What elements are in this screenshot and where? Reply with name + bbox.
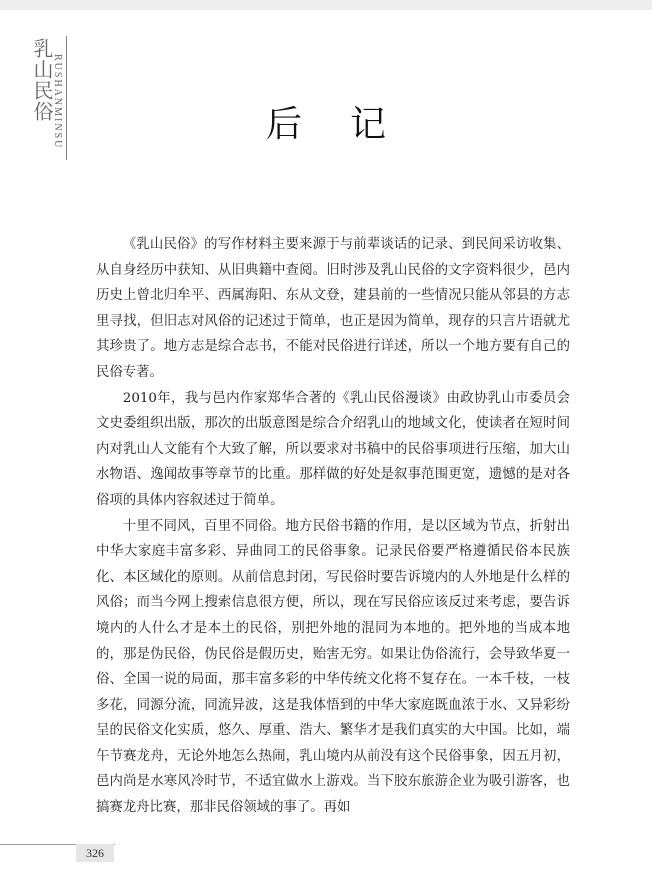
paragraph-1: 《乳山民俗》的写作材料主要来源于与前辈谈话的记录、到民间采访收集、从自身经历中获知、从旧典籍中查阅。旧时涉及乳山民俗的文字资料很少，邑内历史上曾北归牟平、西属海阳、东从文登，建县前的一些情况只能从邻县的方志里寻找，但旧志对风俗的记述过于简单，也正是因为简单，现存的只言片语就尤其珍贵了。地方志是综合志书，不能对民俗进行详述，所以一个地方要有自己的民俗专著。: [96, 237, 570, 380]
top-band: [0, 0, 652, 10]
page-number: 326: [76, 844, 114, 862]
running-header-title: 乳山民俗: [30, 38, 54, 122]
running-header-latin: RUSHANMINSU: [52, 54, 63, 150]
page-heading: 后记: [265, 104, 434, 145]
paragraph-3: 十里不同风，百里不同俗。地方民俗书籍的作用，是以区域为节点，折射出中华大家庭丰富多彩、异曲同工的民俗事象。记录民俗要严格遵循民俗本民族化、本区域化的原则。从前信息封闭，写民俗时要告诉境内的人外地是什么样的风俗；而当今网上搜索信息很方便，所以，现在写民俗应该反过来考虑，要告诉境内的人什么才是本土的民俗，别把外地的混同为本地的。把外地的当成本地的，那是伪民俗，伪民俗是假历史，贻害无穷。如果让伪俗流行，会导致华夏一俗、全国一说的局面，那丰富多彩的中华传统文化将不复存在。一本千枝，一枝多花，同源分流，同流异波，这是我体悟到的中华大家庭既血浓于水、又异彩纷呈的民俗文化实质，悠久、厚重、浩大、繁华才是我们真实的大中国。比如，端午节赛龙舟，无论外地怎么热闹，乳山境内从前没有这个民俗事象，因五月初，邑内尚是水寒风冷时节，不适宜做水上游戏。当下胶东旅游企业为吸引游客，也搞赛龙舟比赛，那非民俗领域的事了。再如: [96, 518, 570, 816]
body-text: [96, 232, 570, 821]
paragraph-2: 2010年，我与邑内作家郑华合著的《乳山民俗漫谈》由政协乳山市委员会文史委组织出版，那次的出版意图是综合介绍乳山的地域文化，使读者在短时间内对乳山人文能有个大致了解，所以要求对书稿中的民俗事项进行压缩，加大山水物语、逸闻故事等章节的比重。那样做的好处是叙事范围更宽，遗憾的是对各俗项的具体内容叙述过于简单。: [96, 390, 570, 508]
